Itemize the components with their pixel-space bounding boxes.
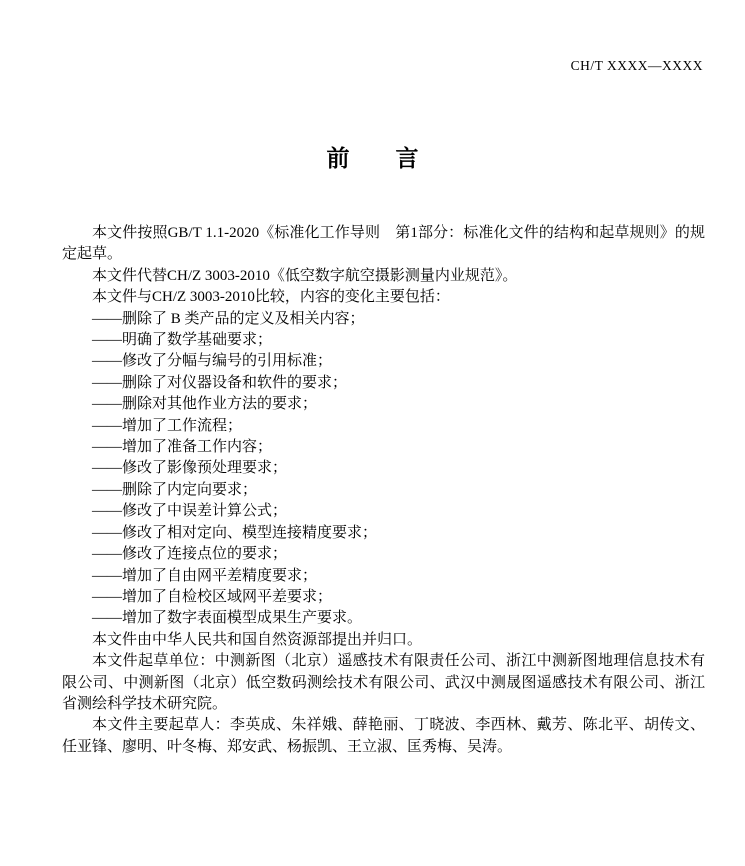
change-item: ——增加了自由网平差精度要求； xyxy=(92,567,318,584)
change-item: ——修改了连接点位的要求； xyxy=(92,546,288,563)
change-item: ——修改了相对定向、模型连接精度要求； xyxy=(92,524,378,541)
change-item: ——删除了 B 类产品的定义及相关内容； xyxy=(92,310,365,327)
change-item: ——增加了自检校区域网平差要求； xyxy=(92,588,333,605)
change-item: ——删除对其他作业方法的要求； xyxy=(92,396,318,413)
foreword-title: 前 言 xyxy=(326,146,419,171)
intro-paragraph: 本文件与CH/Z 3003-2010比较，内容的变化主要包括： xyxy=(92,289,450,306)
closing-paragraph: 本文件主要起草人：李英成、朱祥娥、薛艳丽、丁晓波、李西林、戴芳、陈北平、胡传文、任亚锋、廖明、叶冬梅、郑安武、杨振凯、王立淑、匡秀梅、吴涛。 xyxy=(62,717,705,755)
change-item: ——明确了数学基础要求； xyxy=(92,332,273,349)
change-item: ——删除了内定向要求； xyxy=(92,481,258,498)
foreword-body xyxy=(62,223,705,758)
change-item: ——修改了中误差计算公式； xyxy=(92,503,288,520)
change-item: ——增加了数字表面模型成果生产要求。 xyxy=(92,610,363,627)
closing-paragraph: 本文件由中华人民共和国自然资源部提出并归口。 xyxy=(92,631,423,648)
intro-paragraph: 本文件代替CH/Z 3003-2010《低空数字航空摄影测量内业规范》。 xyxy=(92,267,518,284)
change-item: ——增加了工作流程； xyxy=(92,417,243,434)
intro-paragraph: 本文件按照GB/T 1.1-2020《标准化工作导则 第1部分：标准化文件的结构和起草规则》的规定起草。 xyxy=(62,225,705,263)
closing-paragraph: 本文件起草单位：中测新图（北京）遥感技术有限责任公司、浙江中测新图地理信息技术有限公司、中测新图（北京）低空数码测绘技术有限公司、武汉中测晟图遥感技术有限公司、浙江省测绘科学技术研究院。 xyxy=(62,653,705,712)
standard-code-header: CH/T XXXX—XXXX xyxy=(570,58,703,73)
change-item: ——修改了分幅与编号的引用标准； xyxy=(92,353,333,370)
change-item: ——增加了准备工作内容； xyxy=(92,439,273,456)
change-item: ——删除了对仪器设备和软件的要求； xyxy=(92,374,348,391)
change-item: ——修改了影像预处理要求； xyxy=(92,460,288,477)
